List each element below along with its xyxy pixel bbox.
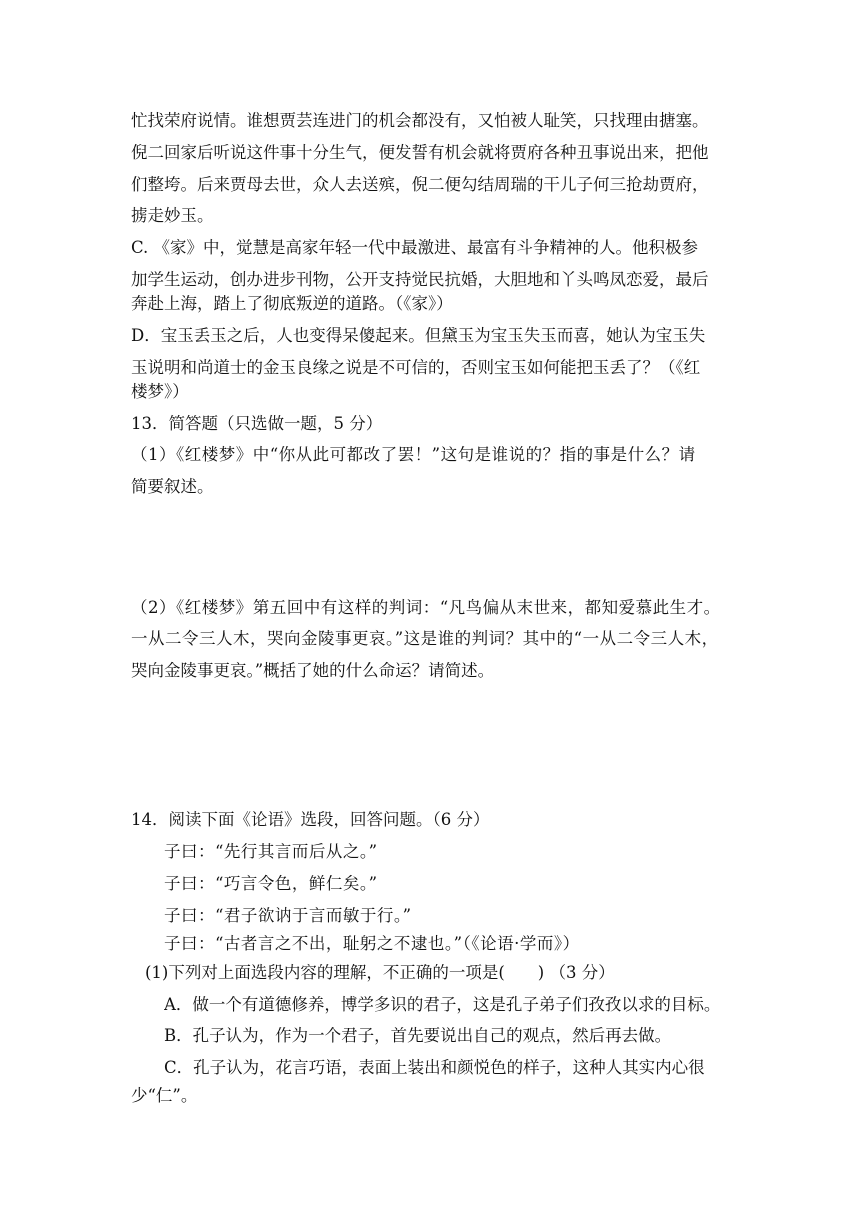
text-line: （2）《红楼梦》第五回中有这样的判词：“凡鸟偏从末世来，都知爱慕此生才。: [131, 598, 721, 617]
text-line: D．宝玉丢玉之后，人也变得呆傻起来。但黛玉为宝玉失玉而喜，她认为宝玉失: [131, 326, 706, 345]
question-heading: 13．简答题（只选做一题，5 分）: [131, 414, 383, 433]
text-line: （1）《红楼梦》中“你从此可都改了罢！”这句是谁说的？指的事是什么？请: [131, 445, 696, 464]
text-line: 玉说明和尚道士的金玉良缘之说是不可信的，否则宝玉如何能把玉丢了？（《红: [131, 358, 701, 377]
option-b: B．孔子认为，作为一个君子，首先要说出自己的观点，然后再去做。: [164, 1026, 672, 1045]
text-line: 倪二回家后听说这件事十分生气，便发誓有机会就将贾府各种丑事说出来，把他: [131, 143, 709, 162]
text-line: 加学生运动，创办进步刊物，公开支持觉民抗婚，大胆地和丫头鸣凤恋爱，最后: [131, 270, 709, 289]
quote-line: 子曰：“先行其言而后从之。”: [164, 842, 378, 861]
option-c: C．孔子认为，花言巧语，表面上装出和颜悦色的样子，这种人其实内心很: [164, 1058, 705, 1077]
sub-question-stem: (1)下列对上面选段内容的理解，不正确的一项是( ) （3 分）: [145, 963, 615, 982]
text-line: 奔赴上海，踏上了彻底叛逆的道路。（《家》）: [131, 294, 453, 313]
text-line: 们整垮。后来贾母去世，众人去送殡，倪二便勾结周瑞的干儿子何三抢劫贾府，: [131, 175, 709, 194]
text-line: 楼梦》）: [131, 382, 189, 401]
text-line: 一从二令三人木，哭向金陵事更哀。”这是谁的判词？其中的“一从二令三人木，: [131, 629, 719, 648]
option-a: A．做一个有道德修养，博学多识的君子，这是孔子弟子们孜孜以求的目标。: [164, 995, 721, 1014]
text-line: 忙找荣府说情。谁想贾芸连进门的机会都没有，又怕被人耻笑，只找理由搪塞。: [131, 111, 709, 130]
text-line: 哭向金陵事更哀。”概括了她的什么命运？请简述。: [131, 661, 495, 680]
quote-line: 子曰：“君子欲讷于言而敏于行。”: [164, 906, 412, 925]
quote-line: 子曰：“巧言令色，鲜仁矣。”: [164, 874, 378, 893]
text-line: 掳走妙玉。: [131, 206, 214, 225]
text-line: C. 《家》中，觉慧是高家年轻一代中最激进、最富有斗争精神的人。他积极参: [131, 238, 699, 257]
text-line: 少“仁”。: [131, 1086, 198, 1105]
text-line: 简要叙述。: [131, 477, 214, 496]
question-heading: 14．阅读下面《论语》选段，回答问题。（6 分）: [131, 810, 490, 829]
quote-line: 子曰：“古者言之不出，耻躬之不逮也。”（《论语·学而》）: [164, 934, 580, 953]
